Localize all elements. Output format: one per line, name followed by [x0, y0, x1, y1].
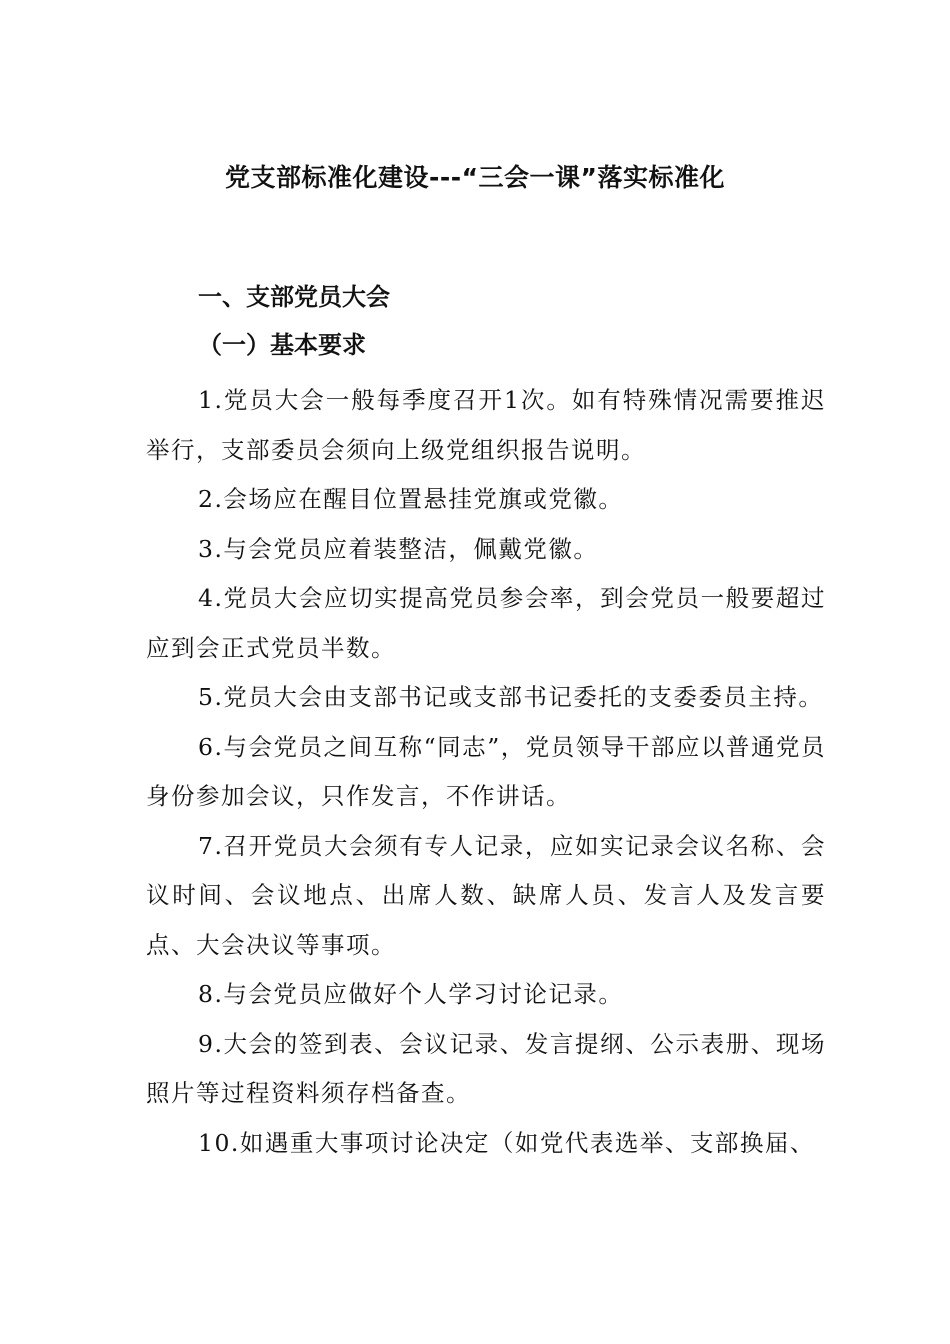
- list-item: 4.党员大会应切实提高党员参会率，到会党员一般要超过应到会正式党员半数。: [146, 584, 826, 662]
- section-heading: 一、支部党员大会: [198, 283, 390, 311]
- requirements-list: [146, 376, 826, 1168]
- list-item: 7.召开党员大会须有专人记录，应如实记录会议名称、会议时间、会议地点、出席人数、缺席人员、发言人及发言要点、大会决议等事项。: [146, 831, 826, 959]
- subsection-heading: （一）基本要求: [198, 331, 366, 359]
- list-item: 8.与会党员应做好个人学习讨论记录。: [198, 980, 624, 1008]
- list-item: 5.党员大会由支部书记或支部书记委托的支委委员主持。: [198, 683, 824, 711]
- document-title: 党支部标准化建设---“三会一课”落实标准化: [225, 163, 725, 192]
- list-item: 10.如遇重大事项讨论决定（如党代表选举、支部换届、: [198, 1128, 815, 1157]
- list-item: 1.党员大会一般每季度召开1次。如有特殊情况需要推迟举行，支部委员会须向上级党组织报告说明。: [146, 386, 826, 464]
- list-item: 6.与会党员之间互称“同志”，党员领导干部应以普通党员身份参加会议，只作发言，不作讲话。: [146, 732, 826, 810]
- list-item: 9.大会的签到表、会议记录、发言提纲、公示表册、现场照片等过程资料须存档备查。: [146, 1029, 826, 1107]
- list-item: 3.与会党员应着装整洁，佩戴党徽。: [198, 534, 599, 563]
- list-item: 2.会场应在醒目位置悬挂党旗或党徽。: [198, 485, 624, 513]
